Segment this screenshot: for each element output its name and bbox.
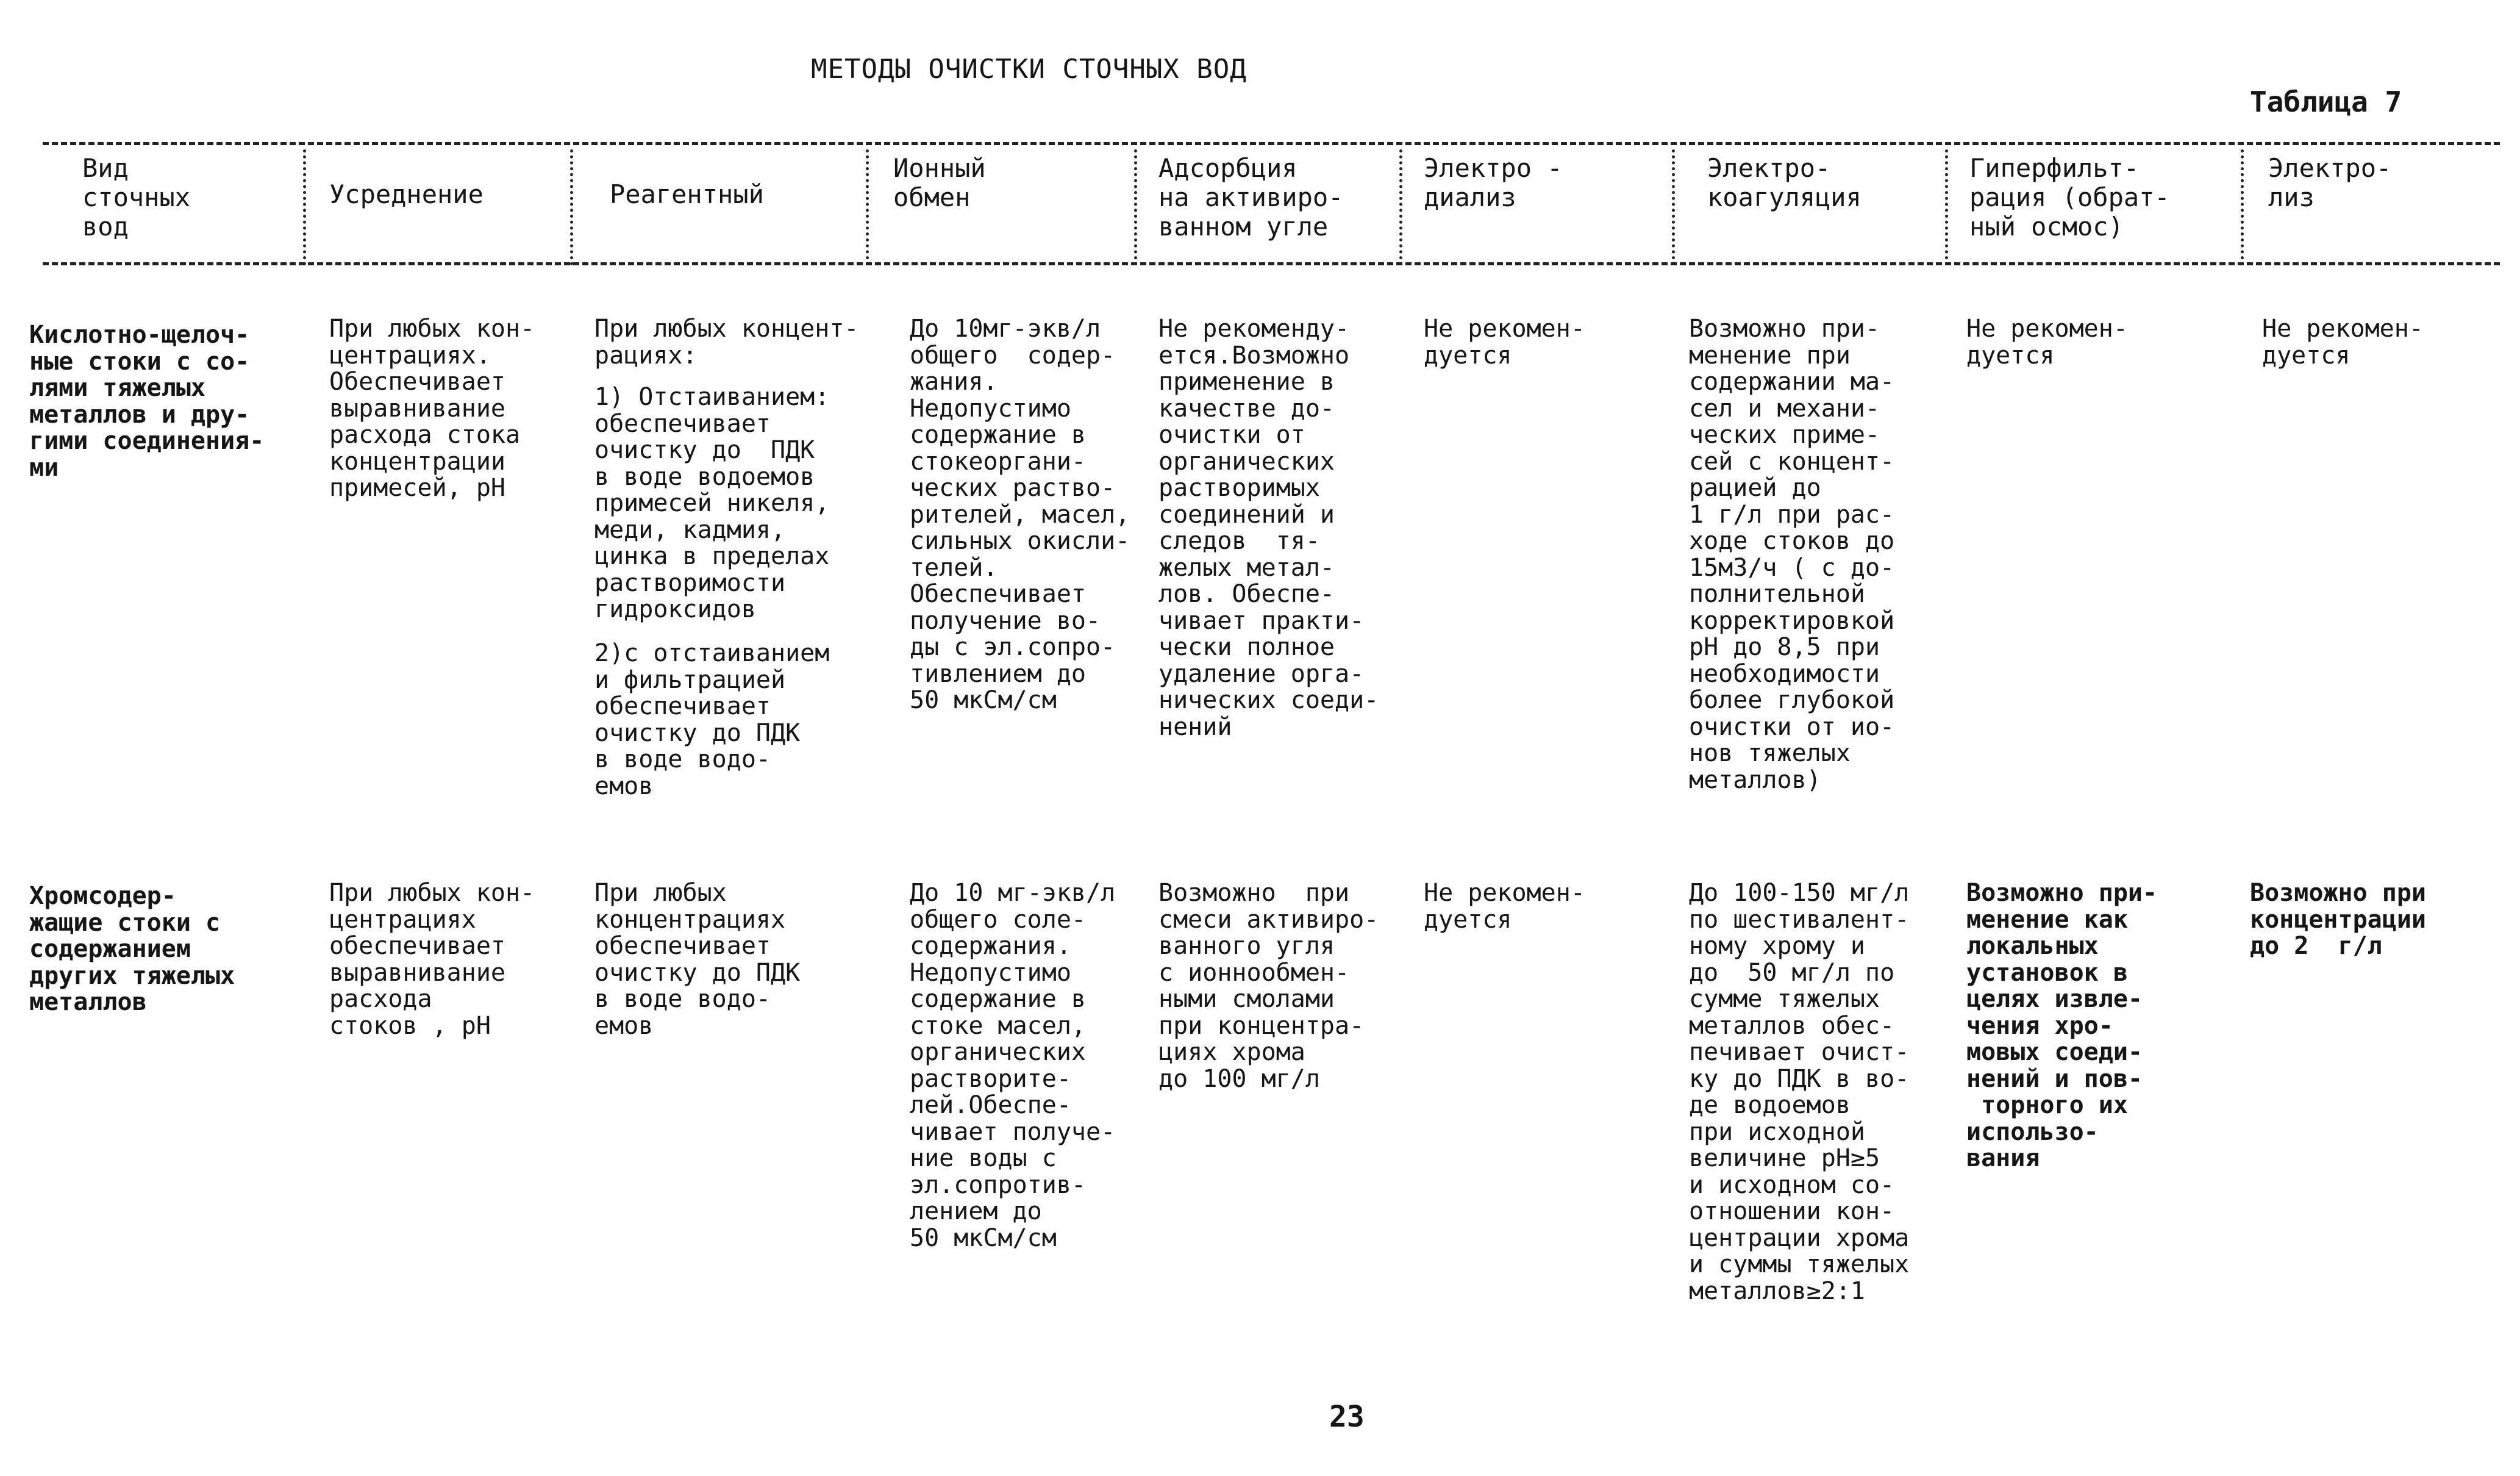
header-cell-hyperfiltration: Гиперфильт- рация (обрат- ный осмос) (1969, 153, 2170, 242)
column-separator (570, 149, 573, 265)
header-cell-reagent: Реагентный (610, 179, 764, 209)
table-cell-electrocoagulation: До 100-150 мг/л по шестивалент- ному хрому и до 50 мг/л по сумме тяжелых металлов обес- печивает очист- ку до ПДК в во- де водоемов при исходной величине рН≥5 и исходном со- отношении кон- центрации хрома и суммы тяжелых металлов≥2:1 (1689, 879, 1910, 1305)
table-label: Таблица 7 (2250, 85, 2402, 118)
header-top-rule (43, 142, 2500, 145)
table-cell-reagent-method-1: 1) Отстаиванием: обеспечивает очистку до ПДК в воде водоемов примесей никеля, меди, кадмия, цинка в пределах растворимости гидроксидов (594, 383, 830, 623)
column-separator (1672, 149, 1675, 265)
table-cell-ion-exchange: До 10мг-экв/л общего содер- жания. Недопустимо содержание в стокеоргани- ческих раство- рителей, масел, сильных окисли- телей. Обеспечивает получение во- ды с эл.сопро- тивлением до 50 мкСм/см (910, 315, 1130, 714)
column-separator (1945, 149, 1948, 265)
table-cell-hyperfiltration: Возможно при- менение как локальных установок в целях извле- чения хро- мовых соеди- нений и пов- торного их использо- вания (1966, 879, 2158, 1172)
column-separator (303, 149, 306, 265)
table-cell-reagent: При любых концент- рациях: (594, 315, 859, 370)
header-cell-electrolysis: Электро- лиз (2268, 153, 2392, 212)
header-cell-ion-exchange: Ионный обмен (893, 153, 986, 212)
table-cell-averaging: При любых кон- центрациях обеспечивает выравнивание расхода стоков , рН (329, 879, 535, 1040)
header-cell-adsorption: Адсорбция на активиро- ванном угле (1158, 153, 1344, 242)
page-number: 23 (1329, 1400, 1365, 1434)
table-cell-electrodialysis: Не рекомен- дуется (1424, 315, 1585, 370)
table-cell-electrocoagulation: Возможно при- менение при содержании ма- сел и механи- ческих приме- сей с концент- рацией до 1 г/л при рас- ходе стоков до 15м3/ч ( с до- полнительной корректировкой рН до 8,5 при необходимости более глубокой очистки от ио- нов тяжелых металлов) (1689, 315, 1895, 794)
table-cell-reagent-method-2: 2)с отстаиванием и фильтрацией обеспечивает очистку до ПДК в воде водо- емов (594, 639, 830, 800)
column-separator (1134, 149, 1137, 265)
column-separator (866, 149, 869, 265)
header-cell-electrodialysis: Электро - диализ (1424, 153, 1563, 212)
header-cell-water-type: Вид сточных вод (82, 153, 191, 242)
table-cell-adsorption: Возможно при смеси активиро- ванного угля с ионнообмен- ными смолами при концентра- циях хрома до 100 мг/л (1158, 879, 1379, 1093)
table-cell-electrolysis: Не рекомен- дуется (2262, 315, 2424, 370)
header-cell-electrocoagulation: Электро- коагуляция (1707, 153, 1861, 212)
table-cell-water-type: Кислотно-щелоч- ные стоки с со- лями тяжелых металлов и дру- гими соединения- ми (29, 321, 265, 482)
table-cell-averaging: При любых кон- центрациях. Обеспечивает выравнивание расхода стока концентрации примесей, рН (329, 315, 535, 502)
header-bottom-rule (43, 262, 2500, 265)
column-separator (1399, 149, 1402, 265)
table-cell-reagent: При любых концентрациях обеспечивает очистку до ПДК в воде водо- емов (594, 879, 801, 1040)
document-title: МЕТОДЫ ОЧИСТКИ СТОЧНЫХ ВОД (811, 54, 1247, 85)
header-cell-averaging: Усреднение (329, 179, 484, 209)
table-cell-ion-exchange: До 10 мг-экв/л общего соле- содержания. Недопустимо содержание в стоке масел, органических растворите- лей.Обеспе- чивает получе- ние воды с эл.сопротив- лением до 50 мкСм/см (910, 879, 1116, 1252)
table-cell-electrolysis: Возможно при концентрации до 2 г/л (2250, 879, 2426, 960)
table-cell-electrodialysis: Не рекомен- дуется (1424, 879, 1585, 934)
table-cell-adsorption: Не рекоменду- ется.Возможно применение в качестве до- очистки от органических растворимых соединений и следов тя- желых метал- лов. Обеспе- чивает практи- чески полное удаление орга- нических соеди- нений (1158, 315, 1379, 741)
table-cell-water-type: Хромсодер- жащие стоки с содержанием других тяжелых металлов (29, 882, 235, 1016)
table-cell-hyperfiltration: Не рекомен- дуется (1966, 315, 2128, 370)
column-separator (2241, 149, 2244, 265)
